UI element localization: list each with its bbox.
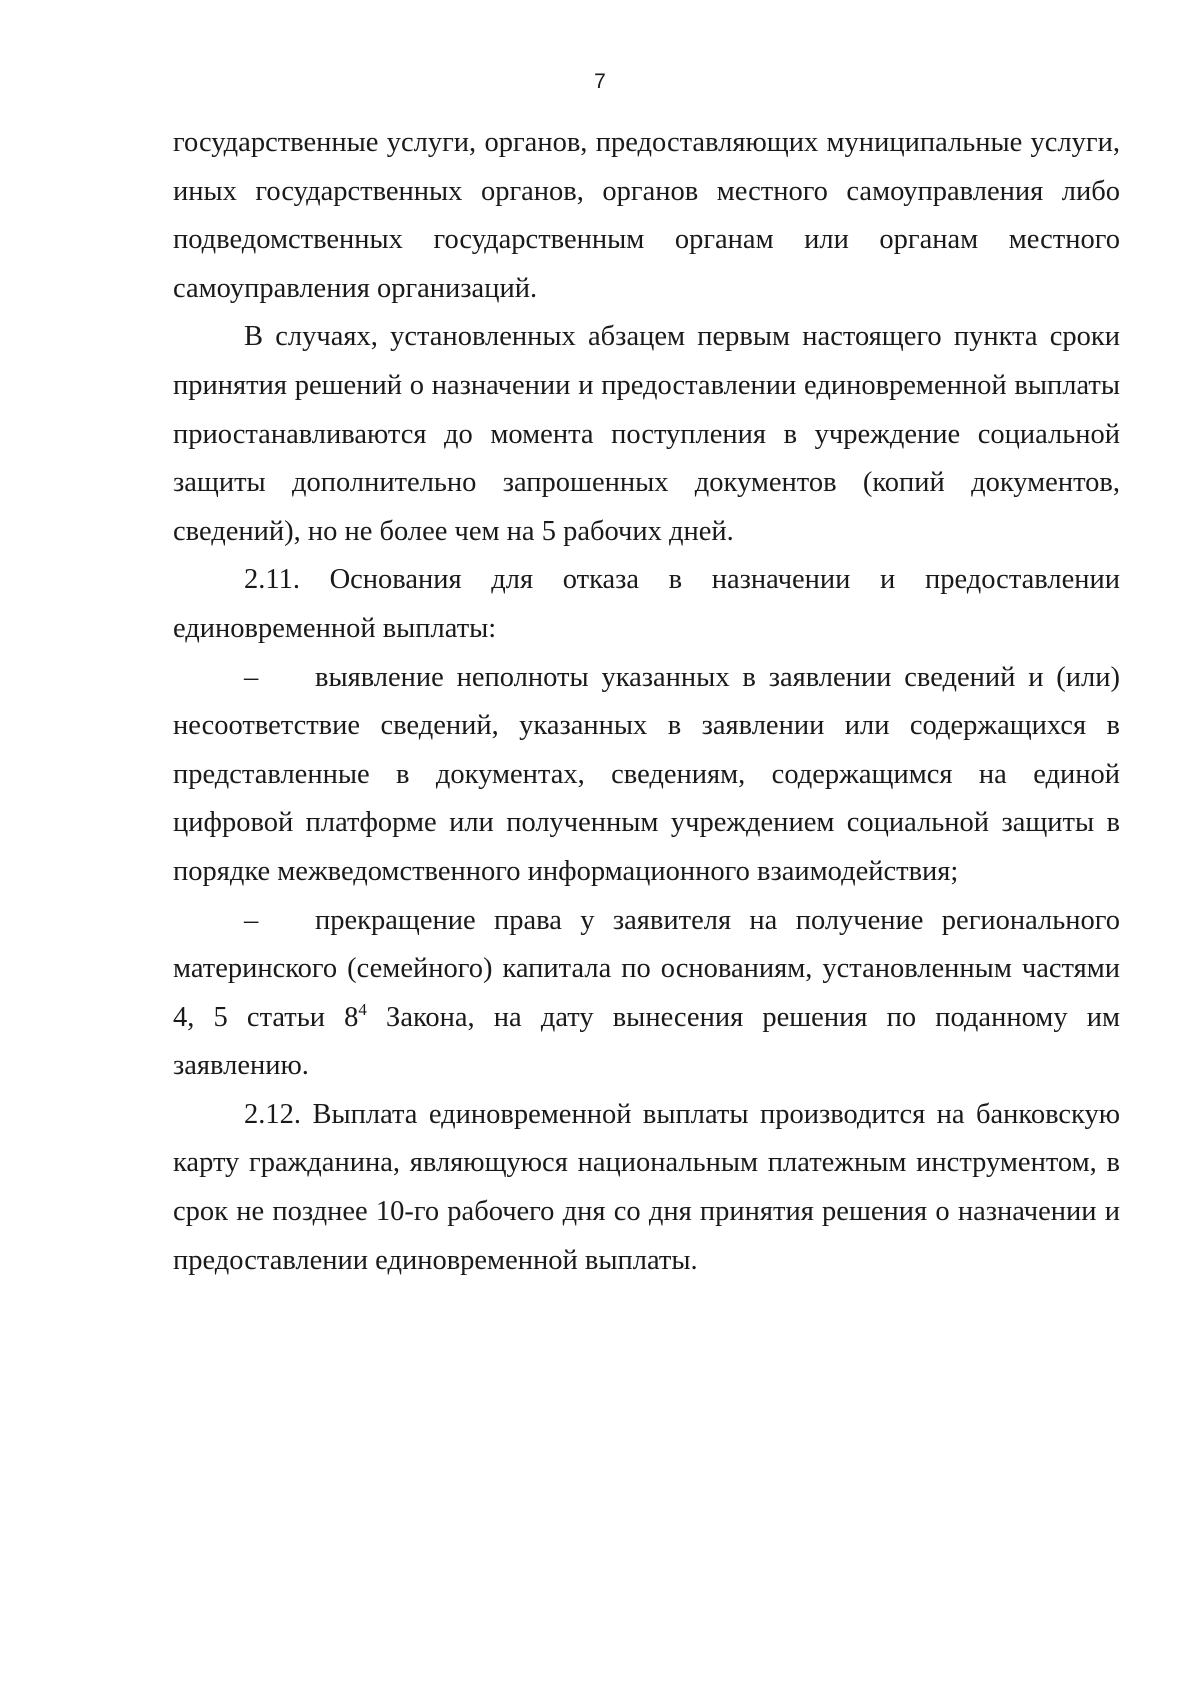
page-number: 7 <box>594 70 606 93</box>
list-item-incompleteness <box>173 654 1120 897</box>
paragraph-deadline-suspension: В случаях, установленных абзацем первым настоящего пункта сроки принятия решений о назначении и предоставлении единовременной выплаты приостанавливаются до момента поступления в учреждение социальной защиты дополнительно запрошенных документов (копий документов, сведений), но не более чем на 5 рабочих дней. <box>173 321 1120 547</box>
paragraph-continuation: государственные услуги, органов, предоставляющих муниципальные услуги, иных государственных органов, органов местного самоуправления либо подведомственных государственным органам или органам местного самоуправления организаций. <box>173 127 1120 304</box>
paragraph-2-11-heading: 2.11. Основания для отказа в назначении и предоставлении единовременной выплаты: <box>173 564 1120 644</box>
list-item-text: прекращение права у заявителя на получение регионального материнского (семейного) капитала по основаниям, установленным частями 4, 5 статьи 8 <box>173 904 1120 1033</box>
dash-marker: – <box>244 904 259 936</box>
paragraph-2-12: 2.12. Выплата единовременной выплаты производится на банковскую карту гражданина, являющуюся национальным платежным инструментом, в срок не позднее 10-го рабочего дня со дня принятия решения о назначении и предоставлении единовременной выплаты. <box>173 1098 1120 1276</box>
document-body <box>173 119 1120 1285</box>
list-item-text: выявление неполноты указанных в заявлении сведений и (или) несоответствие сведений, указанных в заявлении или содержащихся в представленные в документах, сведениям, содержащимся на единой цифровой платформе или полученным учреждением социальной защиты в порядке межведомственного информационного взаимодействия; <box>173 661 1120 887</box>
list-item-text-end: Закона, на дату вынесения решения по поданному им заявлению. <box>173 1001 1120 1082</box>
superscript: 4 <box>358 999 367 1019</box>
dash-marker: – <box>244 661 259 693</box>
list-item-termination <box>173 897 1120 1091</box>
